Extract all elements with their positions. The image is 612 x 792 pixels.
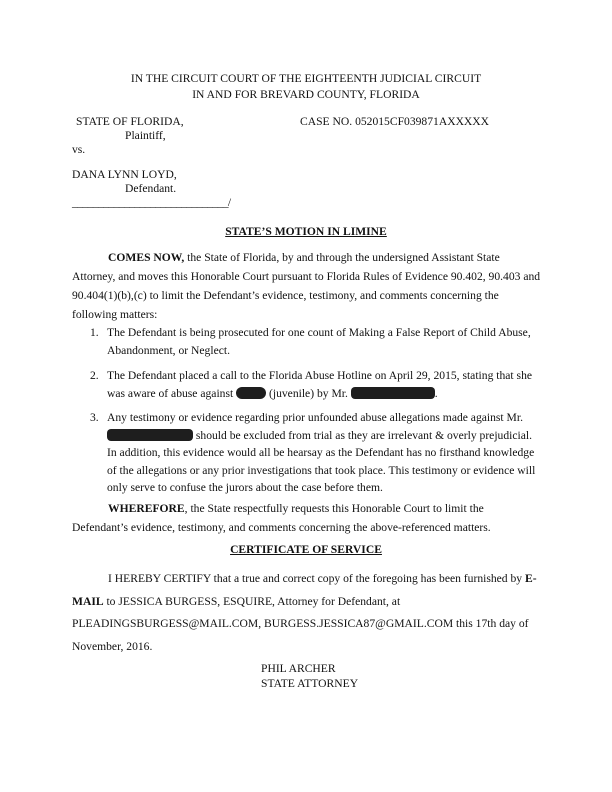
certificate-text: to JESSICA BURGESS, ESQUIRE, Attorney for Defendant, at PLEADINGSBURGESS@MAIL.COM, BURGESS.JESSICA87@GMAIL.COM this 17th day of November, 2016.: [72, 594, 529, 653]
item-text: [107, 367, 540, 402]
redaction-block: [351, 387, 435, 399]
item-number: 3.: [90, 411, 99, 424]
defendant-role: Defendant.: [125, 182, 177, 195]
item-text-part: .: [434, 386, 438, 400]
email-label: E-MAIL: [72, 572, 537, 608]
item-text: The Defendant is being prosecuted for one count of Making a False Report of Child Abuse, Abandonment, or Neglect.: [107, 326, 531, 357]
item-number: 2.: [90, 369, 99, 382]
redaction-block: [236, 387, 266, 399]
intro-lead: COMES NOW,: [108, 251, 185, 264]
certificate-title: CERTIFICATE OF SERVICE: [230, 543, 382, 556]
court-county: IN AND FOR BREVARD COUNTY, FLORIDA: [192, 88, 420, 101]
signer-name: PHIL ARCHER: [261, 662, 336, 675]
versus: vs.: [72, 143, 86, 156]
plaintiff-role: Plaintiff,: [125, 129, 166, 142]
list-item: [90, 367, 540, 402]
plaintiff-name: STATE OF FLORIDA,: [76, 115, 184, 128]
wherefore-text: , the State respectfully requests this Honorable Court to limit the Defendant’s evidence, testimony, and comments concerning the above-referenced matters.: [72, 502, 491, 534]
wherefore-paragraph: [72, 499, 542, 537]
item-text-part: should be excluded from trial as they are irrelevant & overly prejudicial. In addition, this evidence would all be hearsay as the Defendant has no firsthand knowledge of the allegations or any prior investigations that took place. This testimony or evidence will only serve to confuse the jurors about the case before them.: [107, 428, 536, 494]
list-item: [90, 409, 540, 497]
certificate-paragraph: [72, 568, 542, 658]
defendant-name: DANA LYNN LOYD,: [72, 168, 177, 181]
item-text-part: The Defendant placed a call to the Florida Abuse Hotline on April 29, 2015, stating that she was aware of abuse against: [107, 369, 533, 400]
item-text: [107, 409, 540, 497]
court-name: IN THE CIRCUIT COURT OF THE EIGHTEENTH JUDICIAL CIRCUIT: [130, 72, 482, 85]
wherefore-lead: WHEREFORE: [108, 502, 185, 515]
item-number: 1.: [90, 326, 99, 339]
list-item: [90, 324, 540, 359]
caption-rule: ______________________________/: [72, 196, 231, 209]
intro-paragraph: [72, 248, 542, 324]
signer-title: STATE ATTORNEY: [261, 677, 359, 690]
redaction-block: [107, 429, 193, 441]
case-number: CASE NO. 052015CF039871AXXXXX: [300, 115, 490, 128]
item-text-part: Any testimony or evidence regarding prior unfounded abuse allegations made against Mr.: [107, 411, 523, 424]
certificate-text: I HEREBY CERTIFY that a true and correct copy of the foregoing has been furnished by: [108, 572, 525, 585]
motion-title: STATE’S MOTION IN LIMINE: [225, 225, 387, 238]
intro-text: the State of Florida, by and through the undersigned Assistant State Attorney, and moves this Honorable Court pursuant to Florida Rules of Evidence 90.402, 90.403 and 90.404(1)(b),(c) to limit the Defendant’s evidence, testimony, and comments concerning the following matters:: [72, 251, 541, 321]
item-text-part: (juvenile) by Mr.: [266, 386, 351, 400]
